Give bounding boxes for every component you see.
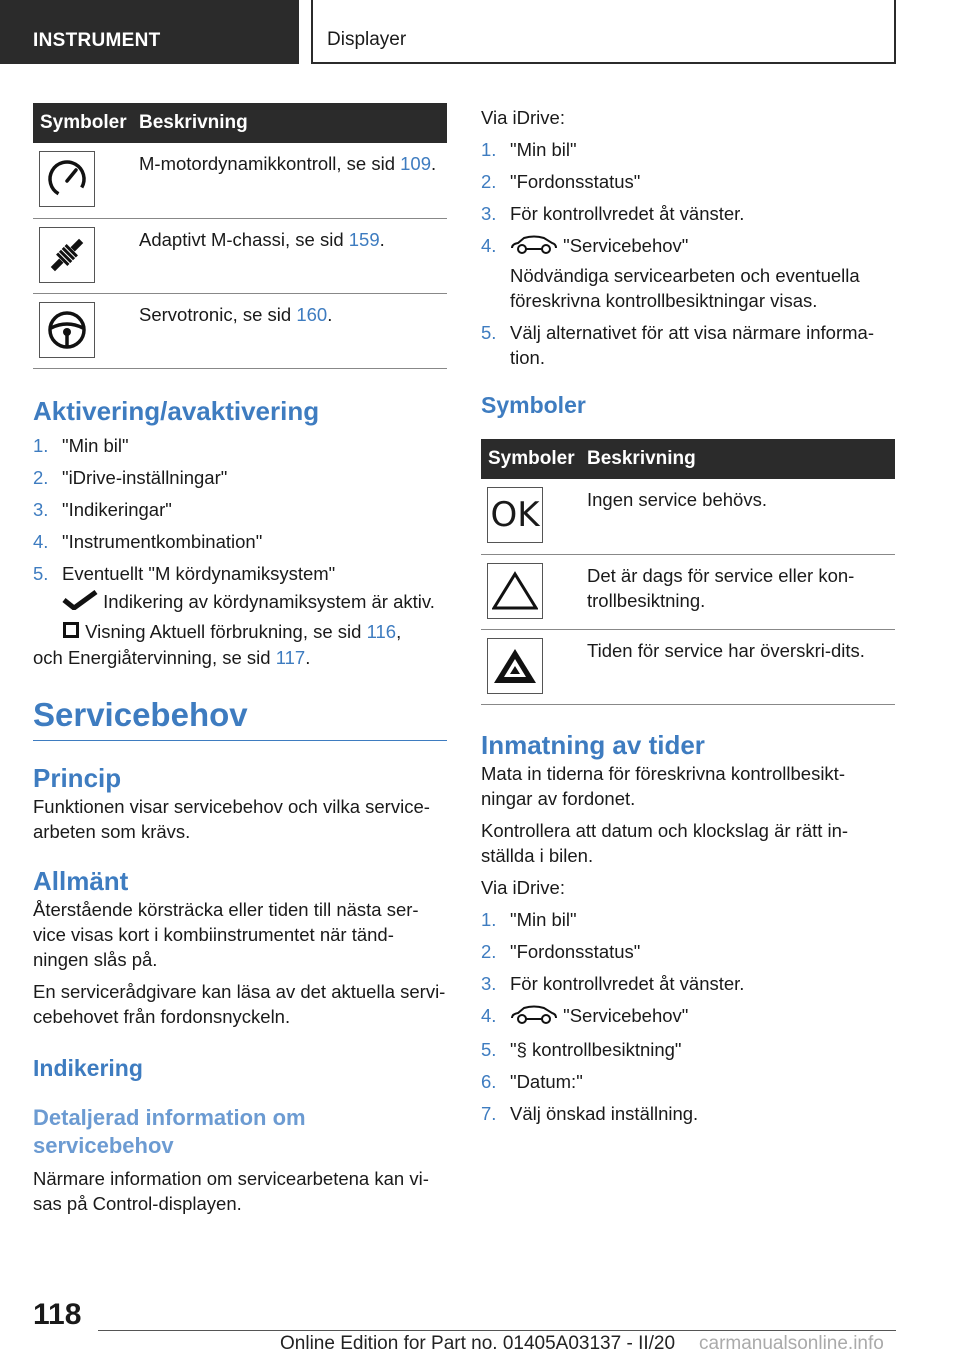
- edition-text: Online Edition for Part no. 01405A03137 - II/20: [280, 1333, 676, 1354]
- list-item: 4. "Instrumentkombination": [33, 530, 263, 552]
- activation-heading: Aktivering/avaktivering: [33, 395, 320, 426]
- square-icon: [62, 620, 80, 645]
- symbols-table-service: [481, 439, 895, 705]
- table-header-description: Beskrivning: [587, 439, 895, 479]
- step-note: Nödvändiga servicearbeten och eventuella föreskrivna kontrollbesiktningar visas.: [510, 265, 860, 312]
- speedometer-icon: [39, 151, 95, 207]
- service-steps: [481, 137, 895, 370]
- princip-text: Funktionen visar servicebehov och vilka service-arbeten som krävs.: [33, 796, 430, 843]
- table-row: Adaptivt M-chassi, se sid 159.: [33, 218, 447, 293]
- warning-triangle-filled-icon: [487, 638, 543, 694]
- indikering-heading: Indikering: [33, 1055, 143, 1082]
- left-column: [33, 103, 447, 1216]
- page-link[interactable]: 116: [366, 620, 397, 642]
- list-item: 2. "Fordonsstatus": [481, 940, 641, 962]
- car-icon: [510, 234, 558, 260]
- times-steps: [481, 907, 895, 1126]
- right-column: [481, 103, 895, 1133]
- table-header-symbols: Symboler: [33, 103, 139, 143]
- table-row: OK Ingen service behövs.: [481, 479, 895, 554]
- servicebehov-heading: Servicebehov: [33, 696, 447, 741]
- indikering-text: Närmare information om servicearbetena kan vi-sas på Control-displayen.: [33, 1168, 429, 1215]
- list-item: 5. Välj alternativet för att visa närmare informa-tion.: [481, 322, 874, 369]
- symbols-table-m: [33, 103, 447, 369]
- list-item: 3. För kontrollvredet åt vänster.: [481, 203, 745, 224]
- sub-item-inactive: Visning Aktuell förbrukning, se sid 116, och Energiåtervinning, se sid 117.: [33, 620, 402, 669]
- allmant-heading: Allmänt: [33, 866, 129, 897]
- list-item: 3. "Indikeringar": [33, 498, 172, 520]
- list-item: 5. Eventuellt "M kördynamiksystem" Indikering av kördynamiksystem är aktiv. Visning Aktuell förbrukning, se sid 116, och Energiåtervinning, se sid 117.: [33, 561, 447, 671]
- allmant-text-2: En servicerådgivare kan läsa av det aktuella servi-cebehovet från fordonsnyckeln.: [33, 981, 446, 1028]
- steering-wheel-icon: [39, 302, 95, 358]
- via-idrive-label: Via iDrive:: [481, 107, 565, 128]
- table-row: Servotronic, se sid 160.: [33, 293, 447, 368]
- page-link[interactable]: 160: [296, 303, 328, 325]
- princip-heading: Princip: [33, 763, 122, 794]
- list-item: 6. "Datum:": [481, 1070, 583, 1092]
- page-number: 118: [33, 1298, 82, 1331]
- page-link[interactable]: 117: [275, 647, 306, 669]
- checked-box-icon: [62, 590, 98, 616]
- list-item: 1. "Min bil": [481, 908, 577, 930]
- sub-item-active: Indikering av kördynamiksystem är aktiv.: [62, 589, 447, 616]
- list-item: 2. "Fordonsstatus": [481, 171, 641, 192]
- times-text-2: Kontrollera att datum och klockslag är rätt in-ställda i bilen.: [481, 819, 849, 866]
- times-heading: Inmatning av tider: [481, 729, 705, 760]
- page-link[interactable]: 159: [348, 228, 380, 250]
- list-item: 4. "Servicebehov" Nödvändiga servicearbeten och eventuella föreskrivna kontrollbesiktningar visas.: [481, 233, 895, 313]
- list-item: 2. "iDrive-inställningar": [33, 466, 228, 488]
- warning-triangle-icon: [487, 563, 543, 619]
- car-icon: [510, 1004, 558, 1030]
- list-item: 1. "Min bil": [33, 434, 129, 456]
- allmant-text-1: Återstående körsträcka eller tiden till nästa ser-vice visas kort i kombiinstrumentet när tänd-ningen slås på.: [33, 899, 419, 971]
- table-header-description: Beskrivning: [139, 103, 447, 143]
- list-item: 7. Välj önskad inställning.: [481, 1102, 699, 1124]
- via-idrive-label: Via iDrive:: [481, 876, 565, 898]
- chapter-label: Displayer: [311, 0, 896, 64]
- list-item: 5. "§ kontrollbesiktning": [481, 1038, 682, 1060]
- table-row: M-motordynamikkontroll, se sid 109.: [33, 143, 447, 218]
- page-header: [0, 0, 960, 66]
- table-row: Tiden för service har överskri-dits.: [481, 629, 895, 704]
- table-header-symbols: Symboler: [481, 439, 587, 479]
- table-row: Det är dags för service eller kon-trollbesiktning.: [481, 554, 895, 629]
- watermark: carmanualsonline.info: [699, 1333, 884, 1354]
- footer-divider: [98, 1330, 896, 1331]
- symbols-heading: Symboler: [481, 392, 586, 419]
- list-item: 3. För kontrollvredet åt vänster.: [481, 972, 745, 994]
- times-text-1: Mata in tiderna för föreskrivna kontrollbesikt-ningar av fordonet.: [481, 762, 845, 809]
- ok-icon: OK: [487, 487, 543, 543]
- list-item: 4. "Servicebehov": [481, 1003, 895, 1030]
- list-item: 1. "Min bil": [481, 139, 577, 160]
- shock-absorber-icon: [39, 227, 95, 283]
- detail-heading: Detaljerad information om servicebehov: [33, 1105, 306, 1159]
- page-link[interactable]: 109: [400, 153, 432, 174]
- section-label: INSTRUMENT: [0, 0, 299, 64]
- activation-steps: [33, 433, 447, 671]
